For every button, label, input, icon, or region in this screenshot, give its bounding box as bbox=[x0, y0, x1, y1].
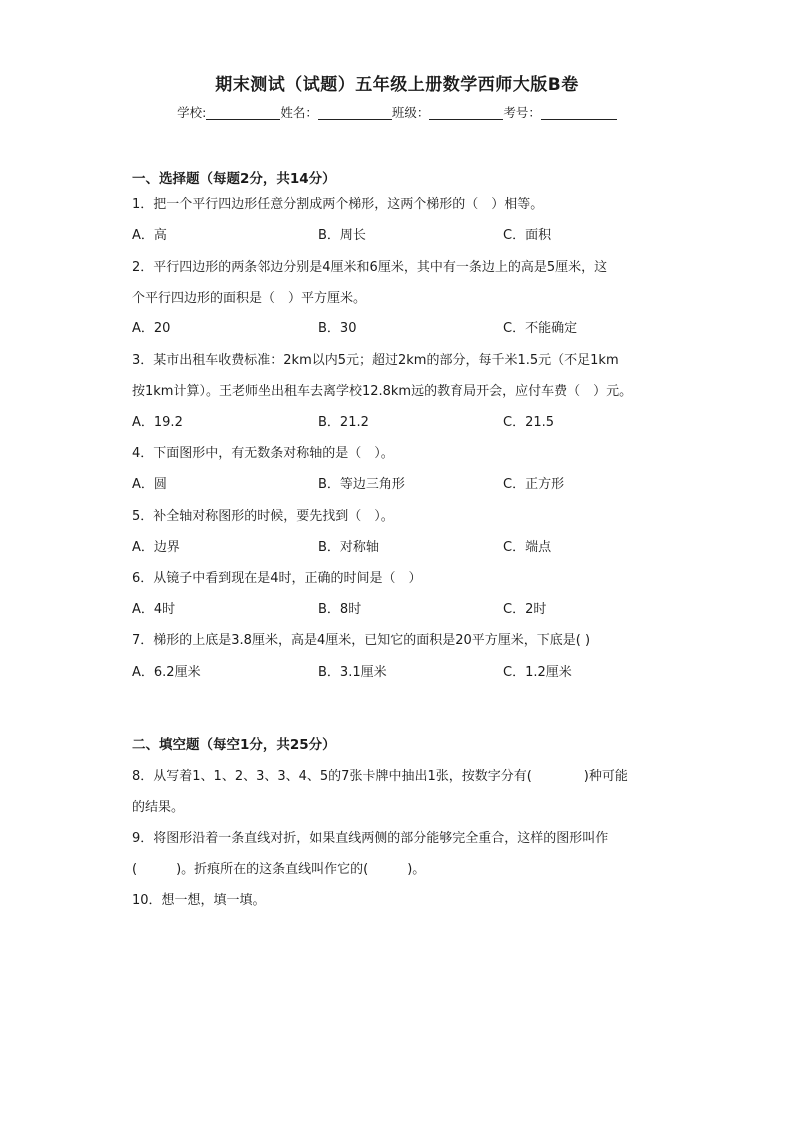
student-info-line bbox=[0, 103, 794, 121]
name-label: 姓名： bbox=[280, 105, 318, 120]
section-1-title: 一、选择题（每题2分，共14分） bbox=[132, 171, 336, 187]
class-blank bbox=[429, 106, 503, 120]
section-2-title: 二、填空题（每空1分，共25分） bbox=[132, 737, 336, 753]
question-1-text: 1．把一个平行四边形任意分割成两个梯形，这两个梯形的（ ）相等。 bbox=[132, 197, 544, 212]
question-7-text: 7．梯形的上底是3.8厘米，高是4厘米，已知它的面积是20平方厘米，下底是( ) bbox=[132, 633, 591, 648]
question-3-option-c: C．21.5 bbox=[503, 415, 555, 430]
question-3-text-line-2: 按1km计算）。王老师坐出租车去离学校12.8km远的教育局开会，应付车费（ ）元。 bbox=[132, 384, 633, 399]
question-2-text-line-1: 2．平行四边形的两条邻边分别是4厘米和6厘米，其中有一条边上的高是5厘米，这 bbox=[132, 260, 608, 275]
question-7-option-b: B．3.1厘米 bbox=[318, 665, 387, 680]
school-blank bbox=[206, 106, 280, 120]
question-3-option-a: A．19.2 bbox=[132, 415, 183, 430]
class-label: 班级： bbox=[391, 105, 430, 120]
question-9-text-line-1: 9．将图形沿着一条直线对折，如果直线两侧的部分能够完全重合，这样的图形叫作 bbox=[132, 831, 609, 846]
question-5-option-c: C．端点 bbox=[503, 540, 552, 555]
question-3-option-b: B．21.2 bbox=[318, 415, 369, 430]
question-4-option-c: C．正方形 bbox=[503, 477, 565, 492]
question-2-text-line-2: 个平行四边形的面积是（ ）平方厘米。 bbox=[132, 291, 367, 306]
question-7-option-a: A．6.2厘米 bbox=[132, 665, 201, 680]
page-title: 期末测试（试题）五年级上册数学西师大版B卷 bbox=[215, 75, 579, 95]
question-5-option-b: B．对称轴 bbox=[318, 540, 379, 555]
question-4-text: 4．下面图形中，有无数条对称轴的是（ ）。 bbox=[132, 446, 394, 461]
question-1-option-b: B．周长 bbox=[318, 228, 366, 243]
question-10-text: 10．想一想，填一填。 bbox=[132, 893, 266, 908]
question-5-option-a: A．边界 bbox=[132, 540, 180, 555]
question-2-option-b: B．30 bbox=[318, 321, 357, 336]
question-1-option-a: A．高 bbox=[132, 228, 167, 243]
question-6-option-a: A．4时 bbox=[132, 602, 176, 617]
exam-no-label: 考号： bbox=[503, 105, 541, 120]
question-6-option-c: C．2时 bbox=[503, 602, 547, 617]
school-label: 学校: bbox=[177, 105, 207, 120]
question-6-text: 6．从镜子中看到现在是4时，正确的时间是（ ） bbox=[132, 571, 422, 586]
question-8-text-line-1: 8．从写着1、1、2、3、3、4、5的7张卡牌中抽出1张，按数字分有( )种可能 bbox=[132, 769, 628, 784]
question-4-option-a: A．圆 bbox=[132, 477, 167, 492]
question-9-text-line-2: ( )。折痕所在的这条直线叫作它的( )。 bbox=[132, 862, 426, 877]
question-3-text-line-1: 3．某市出租车收费标准：2km以内5元；超过2km的部分，每千米1.5元（不足1km bbox=[132, 353, 619, 368]
question-2-option-a: A．20 bbox=[132, 321, 171, 336]
question-6-option-b: B．8时 bbox=[318, 602, 362, 617]
question-2-option-c: C．不能确定 bbox=[503, 321, 578, 336]
question-5-text: 5．补全轴对称图形的时候，要先找到（ ）。 bbox=[132, 509, 394, 524]
question-4-option-b: B．等边三角形 bbox=[318, 477, 405, 492]
question-1-option-c: C．面积 bbox=[503, 228, 552, 243]
exam-no-blank bbox=[541, 106, 617, 120]
question-7-option-c: C．1.2厘米 bbox=[503, 665, 572, 680]
question-8-text-line-2: 的结果。 bbox=[132, 800, 185, 815]
name-blank bbox=[318, 106, 392, 120]
